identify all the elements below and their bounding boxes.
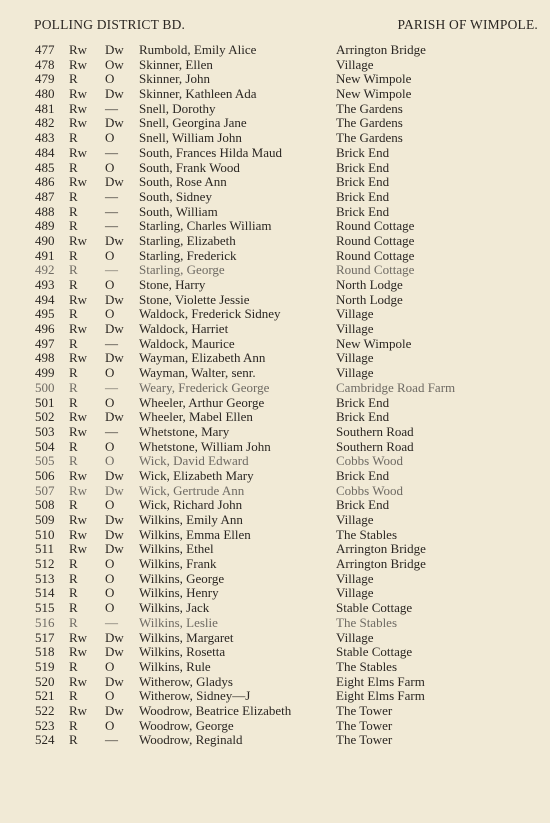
qualification-code: R	[69, 159, 78, 175]
elector-name: Waldock, Frederick Sidney	[139, 306, 281, 322]
elector-number: 496	[35, 321, 55, 337]
qualification-code: R	[69, 306, 78, 322]
elector-address: Brick End	[336, 394, 390, 410]
elector-address: New Wimpole	[336, 86, 412, 102]
elector-address: North Lodge	[336, 291, 403, 307]
elector-row	[0, 645, 550, 660]
qualification-code: R	[69, 218, 78, 234]
elector-address: Arrington Bridge	[336, 42, 426, 57]
elector-row	[0, 293, 550, 308]
occupation-code: —	[105, 188, 118, 204]
occupation-code: O	[105, 438, 115, 454]
elector-number: 493	[35, 277, 55, 292]
elector-address: Cambridge Road Farm	[336, 379, 456, 395]
elector-address: Brick End	[336, 409, 390, 425]
elector-row	[0, 322, 550, 337]
elector-name: Rumbold, Emily Alice	[139, 42, 257, 57]
elector-address: Village	[336, 350, 374, 366]
qualification-code: R	[69, 130, 78, 146]
elector-address: The Gardens	[336, 115, 403, 131]
qualification-code: R	[69, 497, 78, 513]
qualification-code: R	[69, 365, 78, 381]
elector-name: Witherow, Sidney—J	[139, 688, 251, 704]
occupation-code: Dw	[105, 86, 124, 102]
elector-row	[0, 249, 550, 264]
elector-row	[0, 733, 550, 748]
elector-name: Weary, Frederick George	[139, 379, 270, 395]
elector-number: 478	[35, 56, 55, 72]
elector-name: Wick, Elizabeth Mary	[139, 467, 254, 483]
elector-number: 504	[35, 438, 55, 454]
qualification-code: R	[69, 203, 78, 219]
qualification-code: Rw	[69, 541, 88, 557]
elector-address: Brick End	[336, 174, 390, 190]
occupation-code: Dw	[105, 644, 124, 660]
elector-address: The Tower	[336, 702, 393, 718]
elector-row	[0, 131, 550, 146]
elector-address: Stable Cottage	[336, 600, 413, 616]
elector-row	[0, 557, 550, 572]
elector-address: Village	[336, 585, 374, 601]
occupation-code: O	[105, 277, 115, 292]
qualification-code: Rw	[69, 409, 88, 425]
elector-row	[0, 675, 550, 690]
qualification-code: Rw	[69, 482, 88, 498]
occupation-code: Dw	[105, 512, 124, 527]
occupation-code: —	[105, 144, 118, 160]
elector-number: 502	[35, 409, 55, 425]
qualification-code: R	[69, 71, 78, 87]
occupation-code: Dw	[105, 526, 124, 542]
elector-address: The Stables	[336, 658, 398, 674]
occupation-code: Dw	[105, 409, 124, 425]
elector-number: 508	[35, 497, 55, 513]
elector-number: 517	[35, 629, 55, 645]
elector-address: Village	[336, 306, 374, 322]
elector-row	[0, 689, 550, 704]
elector-address: Village	[336, 321, 374, 337]
elector-number: 492	[35, 262, 55, 278]
elector-name: Wayman, Elizabeth Ann	[139, 350, 266, 366]
qualification-code: Rw	[69, 702, 88, 718]
elector-address: Eight Elms Farm	[336, 688, 425, 704]
elector-number: 486	[35, 174, 55, 190]
elector-number: 499	[35, 365, 55, 381]
elector-name: Skinner, John	[139, 71, 210, 87]
qualification-code: R	[69, 658, 78, 674]
elector-address: Brick End	[336, 497, 390, 513]
elector-address: Village	[336, 570, 374, 586]
elector-address: Southern Road	[336, 438, 414, 454]
occupation-code: Dw	[105, 350, 124, 366]
elector-address: Brick End	[336, 467, 390, 483]
elector-row	[0, 396, 550, 411]
elector-name: Waldock, Harriet	[139, 321, 229, 337]
elector-name: Whetstone, Mary	[139, 423, 230, 439]
elector-number: 477	[35, 42, 55, 57]
occupation-code: O	[105, 365, 115, 381]
occupation-code: O	[105, 585, 115, 601]
elector-name: Wilkins, Henry	[139, 585, 219, 601]
elector-name: Snell, William John	[139, 130, 242, 146]
elector-number: 507	[35, 482, 55, 498]
elector-name: Starling, Charles William	[139, 218, 272, 234]
occupation-code: O	[105, 306, 115, 322]
elector-address: North Lodge	[336, 277, 403, 292]
elector-name: Wheeler, Mabel Ellen	[139, 409, 253, 425]
qualification-code: R	[69, 262, 78, 278]
qualification-code: R	[69, 688, 78, 704]
elector-row	[0, 616, 550, 631]
elector-row	[0, 263, 550, 278]
elector-address: The Tower	[336, 732, 393, 748]
occupation-code: Dw	[105, 42, 124, 57]
elector-number: 491	[35, 247, 55, 263]
qualification-code: Rw	[69, 86, 88, 102]
occupation-code: O	[105, 247, 115, 263]
elector-row	[0, 513, 550, 528]
occupation-code: O	[105, 497, 115, 513]
elector-row	[0, 572, 550, 587]
qualification-code: Rw	[69, 232, 88, 248]
elector-name: Wilkins, Frank	[139, 556, 217, 572]
occupation-code: Dw	[105, 115, 124, 131]
occupation-code: —	[105, 203, 118, 219]
occupation-code: Dw	[105, 232, 124, 248]
elector-address: Village	[336, 56, 374, 72]
elector-number: 490	[35, 232, 55, 248]
qualification-code: Rw	[69, 526, 88, 542]
elector-address: The Stables	[336, 526, 398, 542]
elector-number: 494	[35, 291, 55, 307]
occupation-code: Dw	[105, 702, 124, 718]
qualification-code: R	[69, 717, 78, 733]
elector-address: The Stables	[336, 614, 398, 630]
occupation-code: O	[105, 658, 115, 674]
occupation-code: O	[105, 71, 115, 87]
occupation-code: Dw	[105, 321, 124, 337]
qualification-code: R	[69, 188, 78, 204]
elector-name: Wick, Richard John	[139, 497, 243, 513]
elector-row	[0, 307, 550, 322]
occupation-code: —	[105, 732, 118, 748]
elector-address: Brick End	[336, 188, 390, 204]
elector-address: New Wimpole	[336, 335, 412, 351]
qualification-code: Rw	[69, 512, 88, 527]
qualification-code: R	[69, 732, 78, 748]
elector-number: 513	[35, 570, 55, 586]
elector-number: 519	[35, 658, 55, 674]
elector-row	[0, 631, 550, 646]
occupation-code: O	[105, 453, 115, 469]
elector-address: Southern Road	[336, 423, 414, 439]
elector-row	[0, 205, 550, 220]
occupation-code: Dw	[105, 467, 124, 483]
occupation-code: Ow	[105, 56, 124, 72]
elector-number: 484	[35, 144, 55, 160]
elector-name: Wilkins, Ethel	[139, 541, 214, 557]
elector-address: New Wimpole	[336, 71, 412, 87]
elector-number: 516	[35, 614, 55, 630]
elector-row	[0, 440, 550, 455]
elector-name: Skinner, Ellen	[139, 56, 213, 72]
elector-row	[0, 351, 550, 366]
elector-address: Round Cottage	[336, 232, 415, 248]
elector-row	[0, 190, 550, 205]
occupation-code: O	[105, 600, 115, 616]
elector-row	[0, 542, 550, 557]
elector-number: 488	[35, 203, 55, 219]
occupation-code: —	[105, 614, 118, 630]
qualification-code: Rw	[69, 144, 88, 160]
elector-name: Snell, Dorothy	[139, 100, 216, 116]
qualification-code: Rw	[69, 673, 88, 689]
elector-row	[0, 161, 550, 176]
elector-number: 481	[35, 100, 55, 116]
qualification-code: Rw	[69, 115, 88, 131]
elector-name: Stone, Harry	[139, 277, 206, 292]
qualification-code: Rw	[69, 291, 88, 307]
occupation-code: O	[105, 688, 115, 704]
qualification-code: Rw	[69, 56, 88, 72]
elector-address: Brick End	[336, 203, 390, 219]
occupation-code: —	[105, 262, 118, 278]
qualification-code: Rw	[69, 42, 88, 57]
elector-name: South, Rose Ann	[139, 174, 227, 190]
elector-name: Starling, Elizabeth	[139, 232, 236, 248]
elector-number: 523	[35, 717, 55, 733]
elector-number: 482	[35, 115, 55, 131]
elector-row	[0, 454, 550, 469]
elector-row	[0, 175, 550, 190]
elector-row	[0, 601, 550, 616]
occupation-code: O	[105, 159, 115, 175]
elector-row	[0, 234, 550, 249]
occupation-code: Dw	[105, 174, 124, 190]
elector-name: Wilkins, Rule	[139, 658, 211, 674]
elector-row	[0, 704, 550, 719]
polling-district-heading: POLLING DISTRICT BD.	[34, 17, 186, 32]
elector-number: 522	[35, 702, 55, 718]
elector-name: South, Frances Hilda Maud	[139, 144, 282, 160]
occupation-code: Dw	[105, 291, 124, 307]
elector-number: 500	[35, 379, 55, 395]
elector-row	[0, 484, 550, 499]
elector-address: Village	[336, 365, 374, 381]
elector-number: 509	[35, 512, 55, 527]
occupation-code: —	[105, 218, 118, 234]
elector-row	[0, 660, 550, 675]
elector-name: Wayman, Walter, senr.	[139, 365, 256, 381]
qualification-code: R	[69, 394, 78, 410]
elector-name: Wilkins, Emily Ann	[139, 512, 243, 527]
elector-row	[0, 146, 550, 161]
elector-row	[0, 586, 550, 601]
elector-address: Cobbs Wood	[336, 453, 403, 469]
occupation-code: Dw	[105, 629, 124, 645]
elector-number: 520	[35, 673, 55, 689]
elector-number: 501	[35, 394, 55, 410]
elector-name: Woodrow, George	[139, 717, 234, 733]
qualification-code: R	[69, 585, 78, 601]
occupation-code: —	[105, 100, 118, 116]
elector-address: The Gardens	[336, 100, 403, 116]
elector-address: Brick End	[336, 159, 390, 175]
elector-row	[0, 337, 550, 352]
elector-name: South, Sidney	[139, 188, 212, 204]
elector-number: 506	[35, 467, 55, 483]
elector-name: Starling, Frederick	[139, 247, 237, 263]
elector-number: 518	[35, 644, 55, 660]
elector-number: 510	[35, 526, 55, 542]
parish-heading: PARISH OF WIMPOLE.	[397, 17, 538, 32]
elector-row	[0, 366, 550, 381]
elector-address: Village	[336, 512, 374, 527]
elector-number: 515	[35, 600, 55, 616]
elector-name: Wick, David Edward	[139, 453, 249, 469]
elector-row	[0, 278, 550, 293]
qualification-code: R	[69, 438, 78, 454]
qualification-code: R	[69, 453, 78, 469]
elector-name: Wilkins, Jack	[139, 600, 210, 616]
qualification-code: Rw	[69, 174, 88, 190]
elector-number: 495	[35, 306, 55, 322]
elector-name: Whetstone, William John	[139, 438, 271, 454]
elector-address: Cobbs Wood	[336, 482, 403, 498]
elector-row	[0, 425, 550, 440]
elector-row	[0, 87, 550, 102]
elector-row	[0, 72, 550, 87]
qualification-code: R	[69, 600, 78, 616]
elector-row	[0, 719, 550, 734]
elector-name: Waldock, Maurice	[139, 335, 235, 351]
page-header	[34, 17, 538, 39]
elector-name: Wilkins, Leslie	[139, 614, 218, 630]
qualification-code: Rw	[69, 423, 88, 439]
elector-row	[0, 381, 550, 396]
elector-name: Wilkins, George	[139, 570, 225, 586]
qualification-code: R	[69, 570, 78, 586]
elector-number: 503	[35, 423, 55, 439]
occupation-code: O	[105, 717, 115, 733]
elector-name: South, William	[139, 203, 218, 219]
occupation-code: Dw	[105, 673, 124, 689]
elector-number: 489	[35, 218, 55, 234]
elector-name: Wick, Gertrude Ann	[139, 482, 245, 498]
occupation-code: O	[105, 394, 115, 410]
elector-address: The Tower	[336, 717, 393, 733]
elector-name: Wheeler, Arthur George	[139, 394, 265, 410]
elector-number: 524	[35, 732, 55, 748]
occupation-code: —	[105, 379, 118, 395]
elector-address: Stable Cottage	[336, 644, 413, 660]
elector-address: Round Cottage	[336, 262, 415, 278]
elector-name: Wilkins, Emma Ellen	[139, 526, 251, 542]
elector-number: 521	[35, 688, 55, 704]
elector-row	[0, 43, 550, 58]
occupation-code: —	[105, 423, 118, 439]
elector-row	[0, 469, 550, 484]
elector-address: Arrington Bridge	[336, 556, 426, 572]
elector-number: 498	[35, 350, 55, 366]
occupation-code: Dw	[105, 541, 124, 557]
qualification-code: Rw	[69, 350, 88, 366]
elector-row	[0, 528, 550, 543]
elector-number: 487	[35, 188, 55, 204]
elector-address: Eight Elms Farm	[336, 673, 425, 689]
elector-name: Witherow, Gladys	[139, 673, 233, 689]
qualification-code: Rw	[69, 467, 88, 483]
qualification-code: R	[69, 379, 78, 395]
elector-number: 505	[35, 453, 55, 469]
occupation-code: O	[105, 570, 115, 586]
occupation-code: —	[105, 335, 118, 351]
qualification-code: R	[69, 247, 78, 263]
elector-number: 497	[35, 335, 55, 351]
elector-number: 483	[35, 130, 55, 146]
elector-address: Village	[336, 629, 374, 645]
elector-number: 485	[35, 159, 55, 175]
elector-row	[0, 410, 550, 425]
elector-number: 480	[35, 86, 55, 102]
elector-list	[0, 43, 550, 748]
elector-address: Brick End	[336, 144, 390, 160]
elector-name: Skinner, Kathleen Ada	[139, 86, 257, 102]
qualification-code: Rw	[69, 321, 88, 337]
elector-number: 512	[35, 556, 55, 572]
elector-name: Stone, Violette Jessie	[139, 291, 250, 307]
qualification-code: Rw	[69, 644, 88, 660]
elector-name: Woodrow, Beatrice Elizabeth	[139, 702, 292, 718]
elector-row	[0, 102, 550, 117]
elector-number: 479	[35, 71, 55, 87]
qualification-code: Rw	[69, 629, 88, 645]
elector-name: Wilkins, Margaret	[139, 629, 234, 645]
elector-address: The Gardens	[336, 130, 403, 146]
elector-name: Wilkins, Rosetta	[139, 644, 226, 660]
occupation-code: O	[105, 130, 115, 146]
elector-address: Arrington Bridge	[336, 541, 426, 557]
elector-name: South, Frank Wood	[139, 159, 240, 175]
elector-number: 511	[35, 541, 55, 557]
occupation-code: Dw	[105, 482, 124, 498]
occupation-code: O	[105, 556, 115, 572]
elector-name: Starling, George	[139, 262, 225, 278]
qualification-code: R	[69, 556, 78, 572]
qualification-code: R	[69, 277, 78, 292]
elector-row	[0, 58, 550, 73]
elector-row	[0, 116, 550, 131]
qualification-code: R	[69, 335, 78, 351]
elector-number: 514	[35, 585, 55, 601]
elector-row	[0, 498, 550, 513]
elector-name: Woodrow, Reginald	[139, 732, 243, 748]
elector-address: Round Cottage	[336, 247, 415, 263]
elector-row	[0, 219, 550, 234]
qualification-code: R	[69, 614, 78, 630]
elector-name: Snell, Georgina Jane	[139, 115, 247, 131]
elector-address: Round Cottage	[336, 218, 415, 234]
qualification-code: Rw	[69, 100, 88, 116]
